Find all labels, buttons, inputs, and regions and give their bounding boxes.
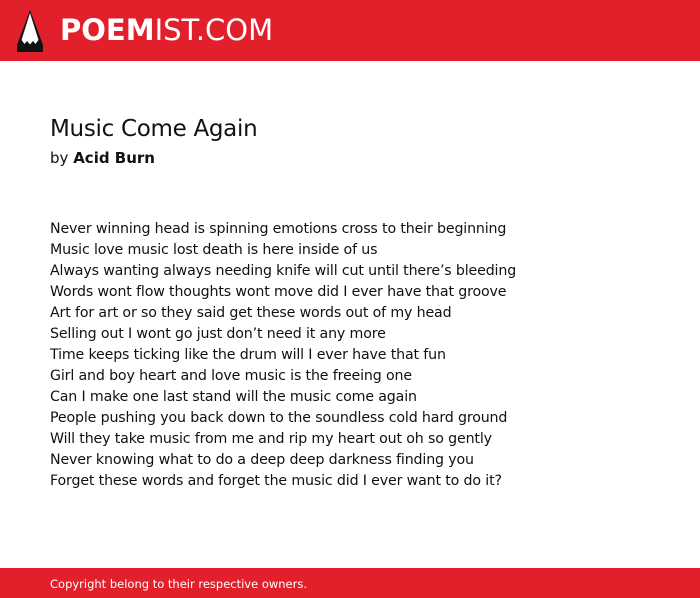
poem-line: Always wanting always needing knife will cut until there’s bleeding [50,263,517,279]
logo-bold-text: POEM [60,12,155,47]
poem-line: Never knowing what to do a deep deep darkness finding you [50,452,474,468]
poem-line: People pushing you back down to the soundless cold hard ground [50,410,508,426]
poem-line: Forget these words and forget the music did I ever want to do it? [50,473,502,489]
poem-line: Will they take music from me and rip my heart out oh so gently [50,431,492,447]
poem-line: Can I make one last stand will the music come again [50,389,417,405]
author-name[interactable]: Acid Burn [73,149,155,167]
copyright-notice: Copyright belong to their respective owners. [50,577,308,591]
logo-light-text: IST.COM [154,12,274,47]
site-header [0,0,700,61]
poem-line: Selling out I wont go just don’t need it any more [50,326,386,342]
byline-prefix: by [50,149,69,167]
logo-wordmark [60,12,274,47]
site-footer [0,568,700,598]
poem-title: Music Come Again [50,116,258,142]
poem-line: Girl and boy heart and love music is the freeing one [50,368,412,384]
poem-byline [50,149,155,167]
poem-body [50,219,516,492]
poem-line: Never winning head is spinning emotions cross to their beginning [50,221,507,237]
poem-line: Time keeps ticking like the drum will I ever have that fun [50,347,446,363]
poem-line: Art for art or so they said get these words out of my head [50,305,452,321]
site-logo[interactable] [16,8,273,54]
poem-line: Music love music lost death is here inside of us [50,242,378,258]
poem-line: Words wont flow thoughts wont move did I ever have that groove [50,284,507,300]
pencil-icon [16,9,44,53]
